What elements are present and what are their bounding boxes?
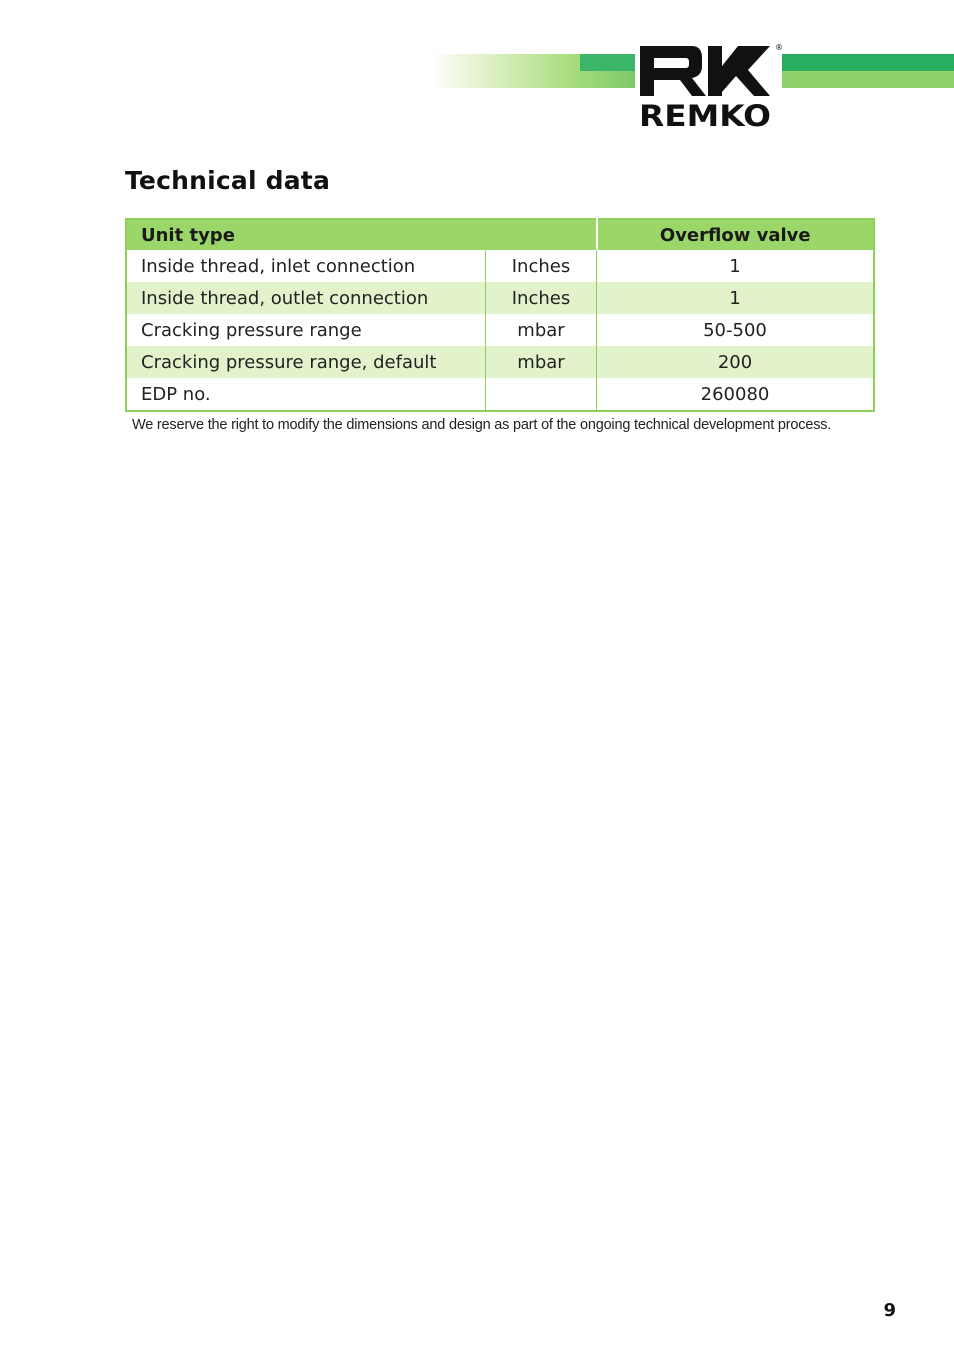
row-value: 260080 — [700, 383, 770, 405]
header-unit-type: Unit type — [126, 219, 597, 250]
technical-data-table — [125, 218, 875, 412]
footnote: We reserve the right to modify the dimensions and design as part of the ongoing technical development process. — [132, 417, 832, 433]
header-band-dark-stripe — [770, 54, 954, 71]
table-row — [126, 314, 874, 346]
row-label: Cracking pressure range — [126, 314, 486, 346]
row-value: 1 — [729, 255, 741, 277]
row-label: Inside thread, inlet connection — [126, 250, 486, 282]
row-value: 1 — [597, 282, 875, 314]
remko-logo-icon — [636, 40, 783, 133]
page-title: Technical data — [125, 166, 331, 195]
header-band-dark-segment — [580, 54, 635, 71]
table-header-row — [126, 219, 874, 250]
row-label: Inside thread, outlet connection — [126, 282, 486, 314]
row-value: 50-500 — [703, 319, 767, 341]
row-label: EDP no. — [126, 378, 486, 411]
logo-wordmark: REMKO — [639, 99, 771, 133]
table-row — [126, 346, 874, 378]
logo-k-mark — [708, 46, 770, 96]
header-band-light-stripe — [770, 71, 954, 88]
row-unit: mbar — [486, 314, 597, 346]
table-row — [126, 250, 874, 282]
row-label: Cracking pressure range, default — [126, 346, 486, 378]
row-unit: Inches — [486, 282, 597, 314]
row-value: 200 — [597, 346, 875, 378]
logo-r-mark — [640, 46, 706, 96]
table-row — [126, 378, 874, 411]
remko-logo — [636, 40, 783, 133]
logo-trademark: ® — [775, 43, 783, 52]
row-unit: mbar — [486, 346, 597, 378]
table-row — [126, 282, 874, 314]
page-number: 9 — [883, 1300, 896, 1321]
row-unit — [486, 378, 597, 411]
row-unit: Inches — [486, 250, 597, 282]
header-overflow-valve: Overflow valve — [597, 219, 875, 250]
